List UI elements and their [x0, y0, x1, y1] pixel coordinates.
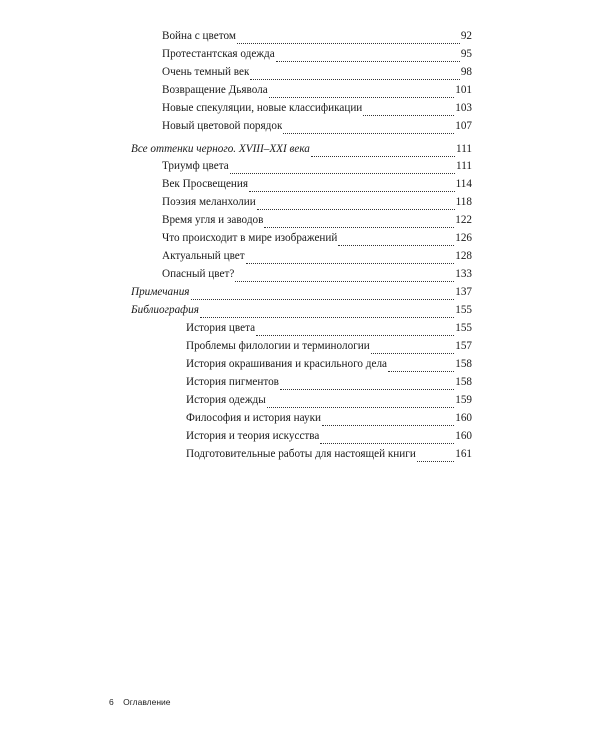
- toc-entry-page: 95: [460, 48, 472, 60]
- toc-entry-title: Поэзия меланхолии: [162, 196, 256, 208]
- toc-entry-title: Очень темный век: [162, 66, 250, 78]
- toc-entry: [186, 412, 472, 430]
- toc-entry-title: История окрашивания и красильного дела: [186, 358, 388, 370]
- toc-entry-title: История и теория искусства: [186, 430, 320, 442]
- toc-entry-title: Все оттенки черного. XVIII–XXI века: [131, 143, 310, 155]
- toc-entry-title: Философия и история науки: [186, 412, 322, 424]
- dot-leader: [246, 262, 455, 264]
- dot-leader: [191, 298, 455, 300]
- toc-entry-page: 122: [455, 214, 472, 226]
- dot-leader: [276, 60, 460, 62]
- dot-leader: [200, 316, 454, 318]
- page-footer: [109, 697, 171, 707]
- toc-entry-title: Проблемы филологии и терминологии: [186, 340, 370, 352]
- toc-entry: [162, 268, 472, 286]
- dot-leader: [269, 96, 455, 98]
- dot-leader: [311, 155, 455, 157]
- toc-entry-title: Век Просвещения: [162, 178, 249, 190]
- toc-entry-title: Новый цветовой порядок: [162, 120, 283, 132]
- toc-entry: [162, 84, 472, 102]
- toc-entry-title: Актуальный цвет: [162, 250, 245, 262]
- toc-entry-page: 161: [455, 448, 472, 460]
- toc-entry: [186, 376, 472, 394]
- toc-entry: [186, 448, 472, 466]
- toc-entry-title: История одежды: [186, 394, 266, 406]
- dot-leader: [249, 190, 455, 192]
- toc-entry: [162, 250, 472, 268]
- toc-entry: [162, 178, 472, 196]
- toc-entry-page: 98: [460, 66, 472, 78]
- toc-entry-page: 155: [455, 304, 472, 316]
- toc-entry-page: 114: [455, 178, 472, 190]
- toc-entry-page: 92: [460, 30, 472, 42]
- toc-part-entry: [131, 304, 472, 322]
- toc-entry: [162, 102, 472, 120]
- toc-entry-title: История цвета: [186, 322, 256, 334]
- toc-entry: [162, 232, 472, 250]
- toc-entry-page: 111: [456, 143, 472, 155]
- dot-leader: [283, 132, 454, 134]
- page-number: 6: [109, 697, 114, 707]
- toc-entry-page: 158: [455, 358, 472, 370]
- toc-entry-page: 103: [455, 102, 472, 114]
- toc-entry-title: Время угля и заводов: [162, 214, 264, 226]
- toc-entry: [162, 30, 472, 48]
- toc-entry: [162, 48, 472, 66]
- toc-entry-title: История пигментов: [186, 376, 279, 388]
- dot-leader: [237, 42, 460, 44]
- toc-part-entry: [131, 143, 472, 161]
- dot-leader: [320, 442, 454, 444]
- toc-entry: [186, 394, 472, 412]
- toc-entry-title: Библиография: [131, 304, 199, 316]
- toc-entry-page: 160: [455, 430, 472, 442]
- dot-leader: [417, 460, 454, 462]
- toc-entry: [162, 66, 472, 84]
- toc-entry-page: 159: [455, 394, 472, 406]
- toc-entry-title: Опасный цвет?: [162, 268, 235, 280]
- toc-entry-title: Триумф цвета: [162, 160, 229, 172]
- toc-entry-title: Протестантская одежда: [162, 48, 275, 60]
- toc-entry-page: 157: [455, 340, 472, 352]
- toc-entry: [162, 214, 472, 232]
- dot-leader: [264, 226, 454, 228]
- toc-entry: [186, 358, 472, 376]
- dot-leader: [371, 352, 454, 354]
- dot-leader: [388, 370, 454, 372]
- toc-entry-page: 158: [455, 376, 472, 388]
- dot-leader: [338, 244, 454, 246]
- dot-leader: [280, 388, 454, 390]
- toc-entry-title: Что происходит в мире изображений: [162, 232, 338, 244]
- dot-leader: [250, 78, 459, 80]
- dot-leader: [267, 406, 454, 408]
- toc-entry-title: Новые спекуляции, новые классификации: [162, 102, 363, 114]
- toc-entry-title: Подготовительные работы для настоящей книги: [186, 448, 416, 460]
- toc-entry: [186, 322, 472, 340]
- toc-entry-page: 118: [455, 196, 472, 208]
- toc-entry-title: Примечания: [131, 286, 190, 298]
- toc-entry-page: 155: [455, 322, 472, 334]
- dot-leader: [363, 114, 454, 116]
- toc-entry: [186, 340, 472, 358]
- dot-leader: [257, 208, 455, 210]
- dot-leader: [256, 334, 454, 336]
- toc-entry-page: 101: [455, 84, 472, 96]
- toc-entry-page: 160: [455, 412, 472, 424]
- toc-entry: [162, 196, 472, 214]
- toc-entry-page: 128: [455, 250, 472, 262]
- toc-entry-page: 126: [455, 232, 472, 244]
- dot-leader: [230, 172, 455, 174]
- toc-entry-page: 137: [455, 286, 472, 298]
- toc-entry: [162, 160, 472, 178]
- toc-entry: [162, 120, 472, 138]
- toc-part-entry: [131, 286, 472, 304]
- toc-entry: [186, 430, 472, 448]
- toc-entry-title: Возвращение Дьявола: [162, 84, 268, 96]
- dot-leader: [322, 424, 454, 426]
- toc-entry-title: Война с цветом: [162, 30, 236, 42]
- running-title: Оглавление: [123, 697, 171, 707]
- toc-entry-page: 133: [455, 268, 472, 280]
- toc-entry-page: 111: [456, 160, 472, 172]
- toc-entry-page: 107: [455, 120, 472, 132]
- dot-leader: [235, 280, 454, 282]
